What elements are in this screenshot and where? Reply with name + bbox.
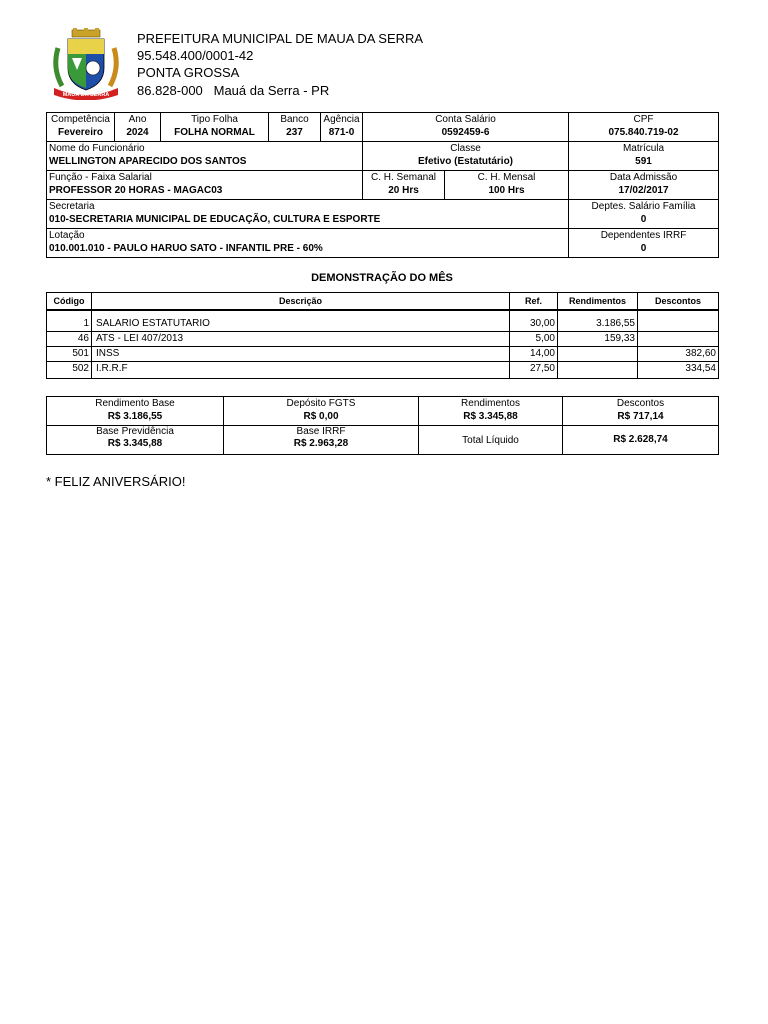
banco-cell: Banco 237	[269, 113, 321, 142]
employee-info-table	[46, 112, 719, 258]
ch-semanal-cell: C. H. Semanal 20 Hrs	[363, 171, 445, 200]
rendimentos-total-cell: Rendimentos R$ 3.345,88	[419, 397, 563, 426]
header-descricao: Descrição	[92, 293, 510, 311]
org-address	[137, 82, 329, 99]
table-row: 1 SALARIO ESTATUTARIO 30,00 3.186,55	[47, 310, 719, 332]
funcao-cell: Função - Faixa Salarial PROFESSOR 20 HORAS - MAGAC03	[47, 171, 363, 200]
header-ref: Ref.	[510, 293, 558, 311]
competencia-cell: Competência Fevereiro	[47, 113, 115, 142]
dependentes-irrf-cell: Dependentes IRRF 0	[569, 229, 719, 258]
secretaria-cell: Secretaria 010-SECRETARIA MUNICIPAL DE EDUCAÇÃO, CULTURA E ESPORTE	[47, 200, 569, 229]
table-row: 502 I.R.R.F 27,50 334,54	[47, 362, 719, 379]
org-city: PONTA GROSSA	[137, 65, 240, 80]
lotacao-cell: Lotação 010.001.010 - PAULO HARUO SATO - INFANTIL PRE - 60%	[47, 229, 569, 258]
base-irrf-cell: Base IRRF R$ 2.963,28	[224, 426, 419, 455]
header-rendimentos: Rendimentos	[558, 293, 638, 311]
tipo-folha-cell: Tipo Folha FOLHA NORMAL	[161, 113, 269, 142]
deptes-salario-familia-cell: Deptes. Salário Família 0	[569, 200, 719, 229]
nome-funcionario-cell: Nome do Funcionário WELLINGTON APARECIDO DOS SANTOS	[47, 142, 363, 171]
org-cep-city: Mauá da Serra - PR	[213, 83, 330, 98]
birthday-note: * FELIZ ANIVERSÁRIO!	[46, 474, 186, 489]
org-cep: 86.828-000	[137, 83, 203, 98]
data-admissao-cell: Data Admissão 17/02/2017	[569, 171, 719, 200]
ano-cell: Ano 2024	[115, 113, 161, 142]
crest-banner-text: MAUÁ DA SERRA	[62, 92, 110, 98]
cpf-cell: CPF 075.840.719-02	[569, 113, 719, 142]
section-title: DEMONSTRAÇÃO DO MÊS	[311, 272, 453, 284]
base-previdencia-cell: Base Previdência R$ 3.345,88	[47, 426, 224, 455]
header-codigo: Código	[47, 293, 92, 311]
descontos-total-cell: Descontos R$ 717,14	[563, 397, 719, 426]
header-descontos: Descontos	[638, 293, 719, 311]
matricula-cell: Matrícula 591	[569, 142, 719, 171]
totals-table	[46, 396, 719, 455]
conta-salario-cell: Conta Salário 0592459-6	[363, 113, 569, 142]
total-liquido-label-cell: Total Líquido	[419, 426, 563, 455]
agencia-cell: Agência 871-0	[321, 113, 363, 142]
table-row: 46 ATS - LEI 407/2013 5,00 159,33	[47, 332, 719, 347]
municipal-crest-icon	[48, 28, 124, 100]
org-name: PREFEITURA MUNICIPAL DE MAUA DA SERRA	[137, 31, 424, 46]
rendimento-base-cell: Rendimento Base R$ 3.186,55	[47, 397, 224, 426]
org-cnpj: 95.548.400/0001-42	[137, 48, 254, 63]
classe-cell: Classe Efetivo (Estatutário)	[363, 142, 569, 171]
table-row: 501 INSS 14,00 382,60	[47, 347, 719, 362]
deposito-fgts-cell: Depósito FGTS R$ 0,00	[224, 397, 419, 426]
ch-mensal-cell: C. H. Mensal 100 Hrs	[445, 171, 569, 200]
demonstracao-table	[46, 292, 719, 379]
total-liquido-value-cell: R$ 2.628,74	[563, 426, 719, 455]
